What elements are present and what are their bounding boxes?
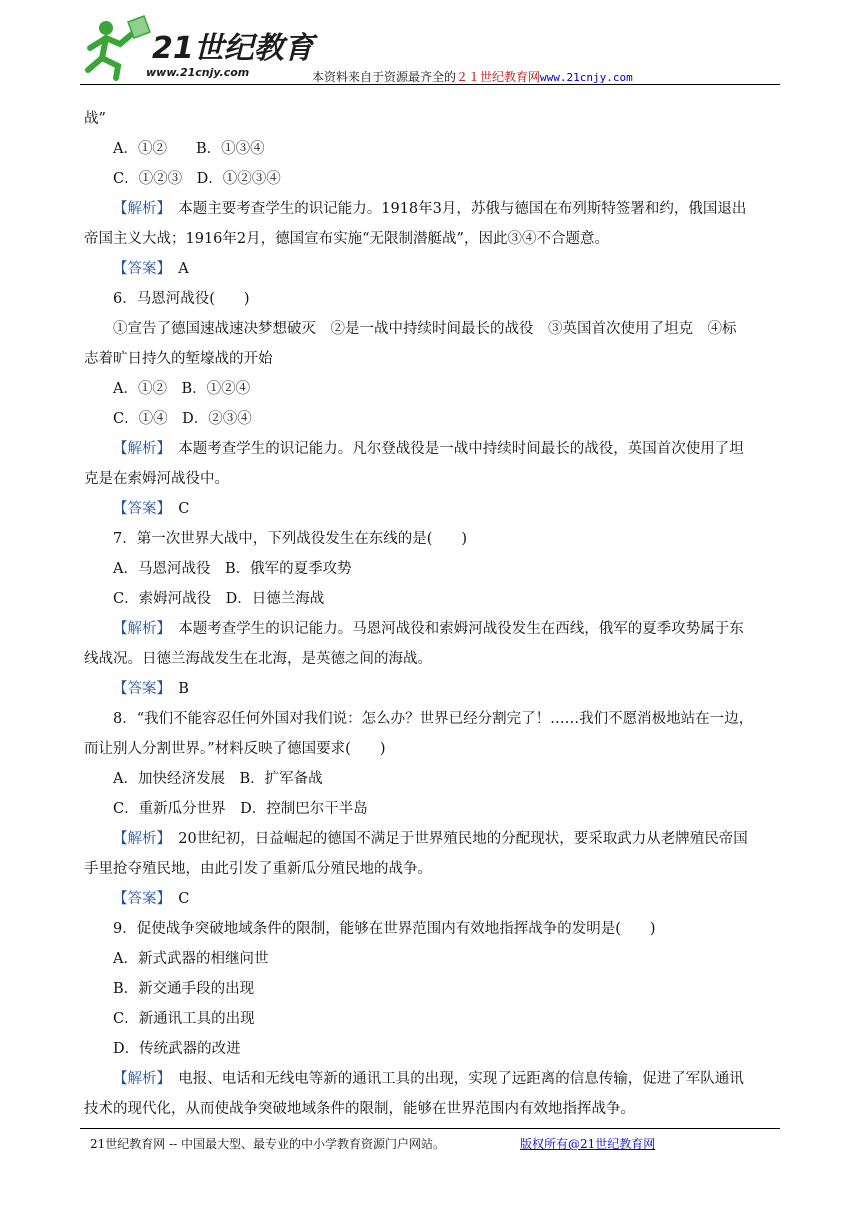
text-line	[84, 524, 780, 554]
analysis-tag: 【解析】	[113, 441, 164, 457]
line-text: C	[163, 501, 190, 517]
line-text: A．①② B．①③④	[113, 141, 265, 157]
text-line	[84, 374, 780, 404]
text-line	[84, 434, 780, 464]
line-text: C．重新瓜分世界 D．控制巴尔干半岛	[113, 801, 368, 817]
line-text: 线战况。日德兰海战发生在北海，是英德之间的海战。	[84, 651, 432, 667]
line-text: 电报、电话和无线电等新的通讯工具的出现，实现了远距离的信息传输，促进了军队通讯	[163, 1071, 744, 1087]
line-text: ①宣告了德国速战速决梦想破灭 ②是一战中持续时间最长的战役 ③英国首次使用了坦克 ④标	[113, 321, 737, 337]
line-text: C．①②③ D．①②③④	[113, 171, 281, 187]
line-text: B	[163, 681, 189, 697]
text-line	[84, 554, 780, 584]
line-text: 7．第一次世界大战中，下列战役发生在东线的是( )	[113, 531, 468, 547]
line-text: 而让别人分割世界。”材料反映了德国要求( )	[84, 741, 386, 757]
line-text: B．新交通手段的出现	[113, 981, 255, 997]
text-line	[84, 224, 780, 254]
text-line	[84, 1034, 780, 1064]
line-text: 9．促使战争突破地域条件的限制，能够在世界范围内有效地指挥战争的发明是( )	[113, 921, 656, 937]
text-line	[84, 344, 780, 374]
page-header	[80, 14, 780, 88]
line-text: C．①④ D．②③④	[113, 411, 252, 427]
text-line	[84, 614, 780, 644]
line-text: 帝国主义大战；1916年2月，德国宣布实施“无限制潜艇战”，因此③④不合题意。	[84, 231, 609, 247]
text-line	[84, 1004, 780, 1034]
analysis-tag: 【解析】	[113, 831, 164, 847]
text-line	[84, 764, 780, 794]
text-line	[84, 674, 780, 704]
text-line	[84, 284, 780, 314]
text-line	[84, 824, 780, 854]
line-text: 志着旷日持久的堑壕战的开始	[84, 351, 273, 367]
line-text: 本题考查学生的识记能力。马恩河战役和索姆河战役发生在西线，俄军的夏季攻势属于东	[163, 621, 744, 637]
text-line	[84, 854, 780, 884]
text-line	[84, 314, 780, 344]
line-text: A．加快经济发展 B．扩军备战	[113, 771, 323, 787]
text-line	[84, 164, 780, 194]
text-line	[84, 494, 780, 524]
text-line	[84, 254, 780, 284]
text-line	[84, 104, 780, 134]
text-line	[84, 404, 780, 434]
line-text: 手里抢夺殖民地，由此引发了重新瓜分殖民地的战争。	[84, 861, 432, 877]
page-footer	[90, 1135, 656, 1152]
text-line	[84, 944, 780, 974]
text-line	[84, 134, 780, 164]
analysis-tag: 【解析】	[113, 1071, 164, 1087]
text-line	[84, 974, 780, 1004]
text-line	[84, 464, 780, 494]
text-line	[84, 884, 780, 914]
text-line	[84, 734, 780, 764]
text-line	[84, 914, 780, 944]
logo-url: www.21cnjy.com	[146, 66, 250, 79]
header-source-note: 本资料来自于资源最齐全的２１世纪教育网www.21cnjy.com	[312, 70, 633, 84]
line-text: C．新通讯工具的出现	[113, 1011, 255, 1027]
line-text: C．索姆河战役 D．日德兰海战	[113, 591, 325, 607]
21cnjy-logo	[80, 14, 314, 86]
line-text: 战”	[84, 111, 106, 127]
line-text: 6．马恩河战役( )	[113, 291, 250, 307]
text-line	[84, 794, 780, 824]
text-line	[84, 1064, 780, 1094]
text-line	[84, 194, 780, 224]
text-line	[84, 584, 780, 614]
header-divider	[80, 84, 780, 85]
text-line	[84, 644, 780, 674]
answer-tag: 【答案】	[113, 891, 164, 907]
analysis-tag: 【解析】	[113, 621, 164, 637]
copyright-link[interactable]: 版权所有@21世纪教育网	[520, 1137, 656, 1151]
footer-text: 21世纪教育网 -- 中国最大型、最专业的中小学教育资源门户网站。	[90, 1137, 446, 1151]
answer-tag: 【答案】	[113, 261, 164, 277]
line-text: A	[163, 261, 189, 277]
line-text: C	[163, 891, 190, 907]
line-text: 技术的现代化，从而使战争突破地域条件的限制，能够在世界范围内有效地指挥战争。	[84, 1101, 635, 1117]
footer-divider	[80, 1128, 780, 1129]
line-text: 20世纪初，日益崛起的德国不满足于世界殖民地的分配现状，要采取武力从老牌殖民帝国	[163, 831, 748, 847]
logo-text: 21世纪教育	[152, 31, 314, 66]
text-line	[84, 1094, 780, 1124]
line-text: 克是在索姆河战役中。	[84, 471, 229, 487]
line-text: 本题考查学生的识记能力。凡尔登战役是一战中持续时间最长的战役，英国首次使用了坦	[163, 441, 744, 457]
line-text: A．马恩河战役 B．俄军的夏季攻势	[113, 561, 352, 577]
document-body	[84, 104, 780, 1124]
answer-tag: 【答案】	[113, 681, 164, 697]
analysis-tag: 【解析】	[113, 201, 164, 217]
line-text: 本题主要考查学生的识记能力。1918年3月，苏俄与德国在布列斯特签署和约，俄国退出	[163, 201, 747, 217]
line-text: A．新式武器的相继问世	[113, 951, 269, 967]
line-text: D．传统武器的改进	[113, 1041, 241, 1057]
text-line	[84, 704, 780, 734]
line-text: 8．“我们不能容忍任何外国对我们说：怎么办？世界已经分割完了！……我们不愿消极地站在一边，	[113, 711, 754, 727]
answer-tag: 【答案】	[113, 501, 164, 517]
line-text: A．①② B．①②④	[113, 381, 251, 397]
